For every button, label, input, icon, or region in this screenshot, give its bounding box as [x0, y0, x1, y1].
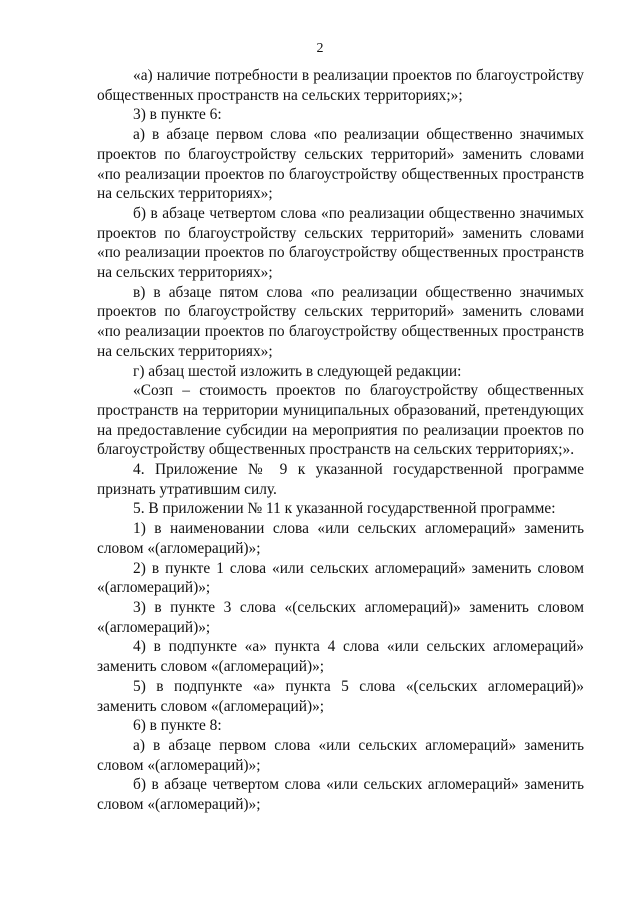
- paragraph: б) в абзаце четвертом слова «по реализации общественно значимых проектов по благоустройству сельских территорий» заменить словами «по реализации проектов по благоустройству общественных пространств на сельских территориях»;: [97, 204, 584, 282]
- page-number: 2: [316, 41, 324, 56]
- paragraph: 3) в пункте 6:: [133, 106, 222, 124]
- paragraph: 5) в подпункте «а» пункта 5 слова «(сельских агломераций)» заменить словом «(агломераций)»;: [97, 677, 584, 715]
- paragraph: 1) в наименовании слова «или сельских агломераций» заменить словом «(агломераций)»;: [97, 520, 584, 557]
- paragraph: г) абзац шестой изложить в следующей редакции:: [133, 362, 462, 380]
- paragraph: «а) наличие потребности в реализации проектов по благоустройству общественных пространств на сельских территориях;»;: [97, 67, 584, 104]
- paragraph: 5. В приложении № 11 к указанной государственной программе:: [133, 500, 556, 518]
- paragraph: 3) в пункте 3 слова «(сельских агломераций)» заменить словом «(агломераций)»;: [97, 598, 584, 636]
- paragraph: 4) в подпункте «а» пункта 4 слова «или сельских агломераций» заменить словом «(агломераций)»;: [97, 638, 584, 676]
- paragraph: 4. Приложение № 9 к указанной государственной программе признать утратившим силу.: [97, 461, 584, 498]
- paragraph: в) в абзаце пятом слова «по реализации общественно значимых проектов по благоустройству сельских территорий» заменить словами «по реализации проектов по благоустройству общественных пространств на сельских территориях»;: [97, 283, 584, 360]
- paragraph: а) в абзаце первом слова «по реализации общественно значимых проектов по благоустройству сельских территорий» заменить словами «по реализации проектов по благоустройству общественных пространств на сельских территориях»;: [97, 126, 584, 203]
- paragraph: 6) в пункте 8:: [133, 717, 222, 735]
- paragraph: 2) в пункте 1 слова «или сельских агломераций» заменить словом «(агломераций)»;: [97, 559, 584, 597]
- document-body: [97, 66, 584, 815]
- paragraph: а) в абзаце первом слова «или сельских агломераций» заменить словом «(агломераций)»;: [97, 736, 584, 774]
- paragraph: «Созп – стоимость проектов по благоустройству общественных пространств на территории муниципальных образований, претендующих на предоставление субсидии на мероприятия по реализации проектов по благоустройству общественных пространств на сельских территориях;».: [97, 382, 584, 459]
- paragraph: б) в абзаце четвертом слова «или сельских агломераций» заменить словом «(агломераций)»;: [97, 776, 584, 814]
